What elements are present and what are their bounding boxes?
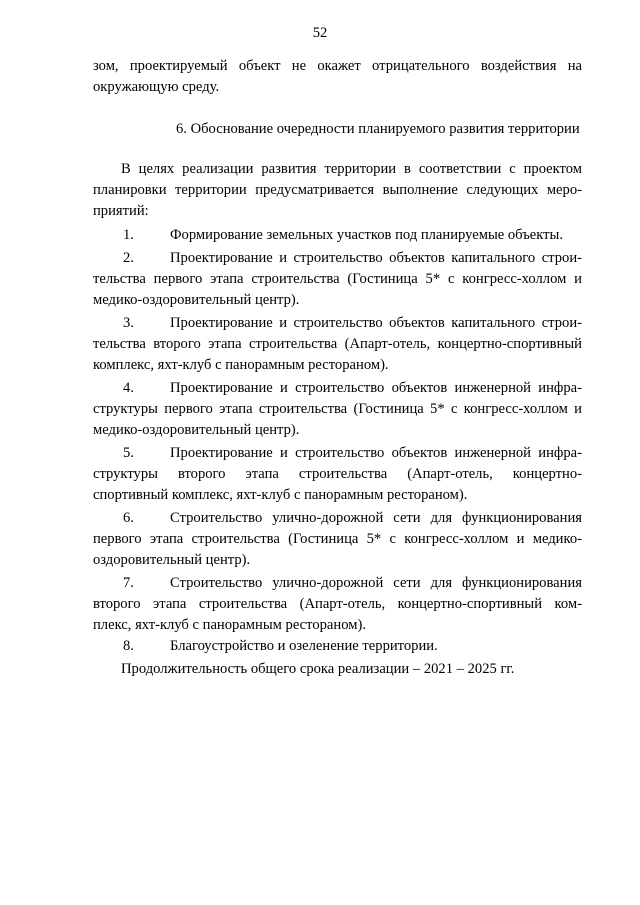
list-item-text: Проектирование и строительство объектов капитального строи- [170,315,582,331]
list-item-continuation: тельства второго этапа строительства (Апарт-отель, концертно-спортивный [93,336,582,352]
paragraph-line-1: В целях реализации развития территории в соответствии с проектом [121,161,582,177]
list-item-number: 2. [123,250,134,266]
list-item-text: Формирование земельных участков под планируемые объекты. [170,227,563,243]
list-item-continuation: спортивный комплекс, яхт-клуб с панорамным рестораном). [93,487,468,503]
list-item-number: 3. [123,315,134,331]
list-item-number: 8. [123,638,134,654]
intro-line-1: зом, проектируемый объект не окажет отрицательного воздействия на [93,58,582,74]
section-heading: 6. Обоснование очередности планируемого развития территории [176,121,580,137]
list-item-continuation: тельства первого этапа строительства (Гостиница 5* с конгресс-холлом и [93,271,582,287]
list-item-continuation: медико-оздоровительный центр). [93,422,300,438]
paragraph-line-2: планировки территории предусматривается выполнение следующих меро- [93,182,582,198]
list-item-number: 6. [123,510,134,526]
list-item-number: 4. [123,380,134,396]
list-item-continuation: медико-оздоровительный центр). [93,292,300,308]
list-item-text: Строительство улично-дорожной сети для функционирования [170,510,582,526]
list-item-continuation: первого этапа строительства (Гостиница 5* с конгресс-холлом и медико- [93,531,582,547]
list-item-continuation: структуры второго этапа строительства (Апарт-отель, концертно- [93,466,582,482]
list-item-text: Проектирование и строительство объектов капитального строи- [170,250,582,266]
list-item-text: Проектирование и строительство объектов инженерной инфра- [170,380,582,396]
list-item-continuation: структуры первого этапа строительства (Гостиница 5* с конгресс-холлом и [93,401,582,417]
intro-line-2: окружающую среду. [93,79,220,95]
list-item-continuation: плекс, яхт-клуб с панорамным рестораном). [93,617,366,633]
list-item-text: Благоустройство и озеленение территории. [170,638,438,654]
closing-line: Продолжительность общего срока реализации – 2021 – 2025 гг. [121,661,515,677]
list-item-number: 5. [123,445,134,461]
page-number: 52 [312,25,328,41]
list-item-continuation: второго этапа строительства (Апарт-отель, концертно-спортивный ком- [93,596,582,612]
list-item-text: Строительство улично-дорожной сети для функционирования [170,575,582,591]
list-item-continuation: оздоровительный центр). [93,552,251,568]
paragraph-line-3: приятий: [93,203,149,219]
list-item-text: Проектирование и строительство объектов инженерной инфра- [170,445,582,461]
list-item-continuation: комплекс, яхт-клуб с панорамным рестораном). [93,357,389,373]
list-item-number: 1. [123,227,134,243]
list-item-number: 7. [123,575,134,591]
